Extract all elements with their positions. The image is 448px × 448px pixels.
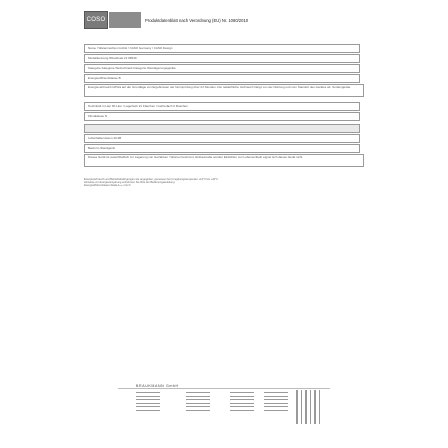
note-line-3: Energieeffizienzklasse Skala A+++ bis D (84, 184, 131, 188)
footer-rule (118, 388, 330, 389)
field-manufacturer: Name / Warenzeichen GmbH / CASO Germany / CASO Design (84, 44, 360, 53)
footer-col-4 (264, 390, 288, 413)
field-model: Modellkennung WineDuett 21 #6530 (84, 54, 360, 63)
field-energy-class: Energieeffizienzklasse B (84, 74, 360, 83)
footer-brand: BRAUKMANN GmbH (136, 384, 179, 388)
field-category: Kategorie Kategorie Weinschrank Kategorie Weinlagerungsgeräte (84, 64, 360, 73)
logo-bar (109, 12, 141, 28)
field-energy-consumption: Energieverbrauch kWh/a auf der Grundlage von Ergebnissen der Normprüfung über 24 Stunden. Der tatsächliche Verbrauch hängt von der Nutzung und vom Standort des Gerätes ab. Sondergeräte (84, 84, 364, 97)
footer-col-1 (136, 390, 160, 413)
field-usage-note: Dieses Gerät ist ausschließlich zur Lagerung von Getränken / Weinen bestimmt. Einbaumaße werden Einkühlen von Lebensmitteln eignet sich dieses Gerät nicht (84, 154, 364, 167)
footer-col-3 (230, 390, 254, 413)
field-noise: Luftschallemission 40 dB (84, 134, 360, 143)
footer-barcode-lines (296, 390, 326, 424)
field-empty-1 (84, 124, 360, 133)
datasheet-title: Produktdatenblatt nach Verordnung (EU) Nr. 1060/2010 (145, 17, 249, 23)
notes-block (84, 178, 264, 188)
datasheet-footer (118, 384, 330, 424)
note-line-1: Energieverbrauch und Betriebsbedingungen wie angegeben, gemessen bei Umgebungstemperatur +16°C bis +32°C (84, 178, 219, 181)
brand-logo: COSO (84, 11, 108, 29)
field-climate-class: Klimaklasse N (84, 112, 360, 121)
field-volume: Nutzinhalt in Liter 60 Liter / Lagerfach 21 Flaschen / Gefrierfach 0 Flaschen (84, 102, 360, 111)
note-line-2: Hinweise zur Energieeinsparung entnehmen Sie bitte der Bedienungsanleitung (84, 181, 175, 185)
footer-col-2 (186, 390, 210, 413)
field-construction: Bauform Standgerät (84, 144, 360, 153)
datasheet-header (84, 10, 374, 30)
